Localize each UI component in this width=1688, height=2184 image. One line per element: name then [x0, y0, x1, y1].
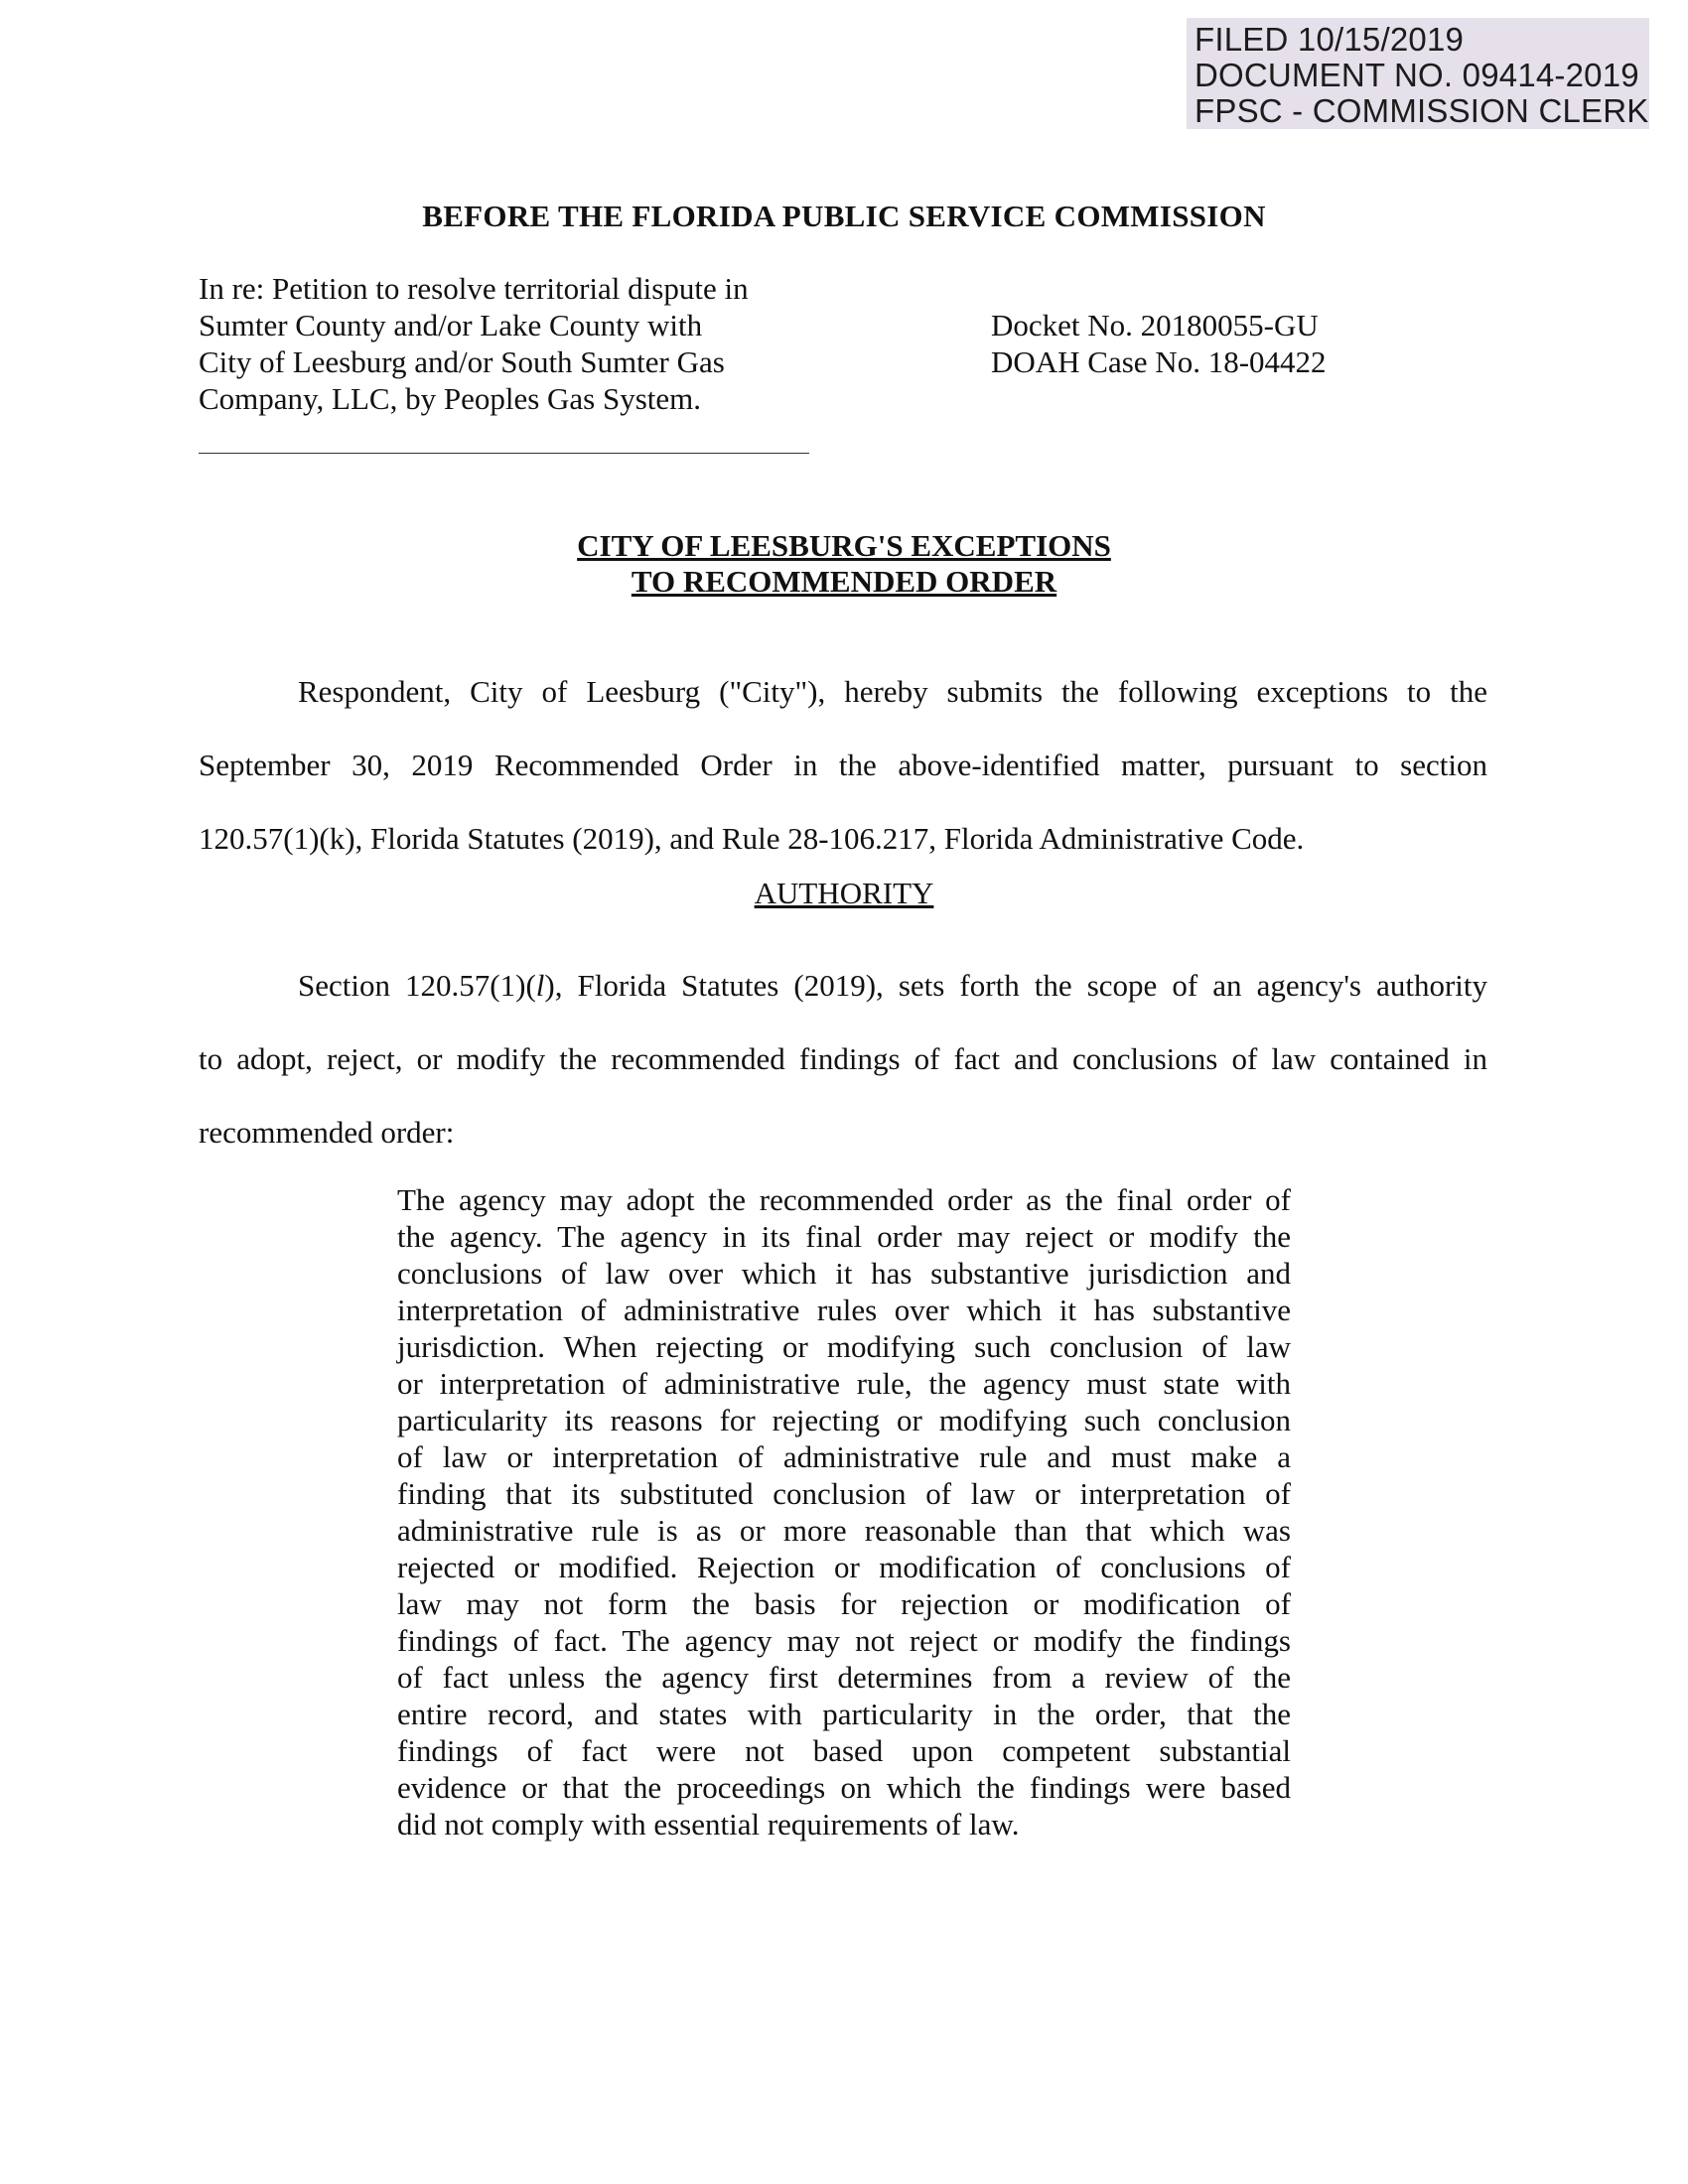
- paragraph-line: [199, 949, 1487, 1023]
- intro-paragraph: [199, 655, 1487, 876]
- quote-line: conclusions of law over which it has substantive jurisdiction and: [397, 1256, 1291, 1291]
- title-line: CITY OF LEESBURG'S EXCEPTIONS: [577, 528, 1111, 563]
- statute-prefix: Section 120.57(1)(: [298, 968, 536, 1003]
- paragraph-line: to adopt, reject, or modify the recommended findings of fact and conclusions of law contained in: [199, 1041, 1487, 1076]
- quote-line: jurisdiction. When rejecting or modifying such conclusion of law: [397, 1329, 1291, 1364]
- case-caption: [199, 270, 834, 417]
- caption-line: City of Leesburg and/or South Sumter Gas: [199, 344, 725, 379]
- statute-suffix: ), Florida Statutes (2019), sets forth the scope of an agency's authority: [544, 968, 1487, 1003]
- quote-line: administrative rule is as or more reasonable than that which was: [397, 1513, 1291, 1548]
- quote-line: findings of fact were not based upon competent substantial: [397, 1733, 1291, 1768]
- caption-divider: [199, 453, 809, 454]
- docket-info: [991, 307, 1327, 380]
- caption-line: In re: Petition to resolve territorial dispute in: [199, 271, 749, 306]
- doah-case-number: DOAH Case No. 18-04422: [991, 344, 1327, 379]
- quote-line: or interpretation of administrative rule, the agency must state with: [397, 1366, 1291, 1401]
- stamp-filed-date: FILED 10/15/2019: [1195, 21, 1465, 58]
- statute-italic: l: [535, 968, 545, 1003]
- quote-line: findings of fact. The agency may not reject or modify the findings: [397, 1623, 1291, 1658]
- quote-line: entire record, and states with particularity in the order, that the: [397, 1697, 1291, 1731]
- paragraph-line: Respondent, City of Leesburg ("City"), hereby submits the following exceptions to the: [298, 674, 1487, 709]
- quote-line: of fact unless the agency first determines from a review of the: [397, 1660, 1291, 1695]
- docket-number: Docket No. 20180055-GU: [991, 308, 1319, 342]
- caption-line: Sumter County and/or Lake County with: [199, 308, 703, 342]
- quote-line: interpretation of administrative rules over which it has substantive: [397, 1293, 1291, 1327]
- quote-line: of law or interpretation of administrative rule and must make a: [397, 1439, 1291, 1474]
- stamp-document-number: DOCUMENT NO. 09414-2019: [1195, 57, 1639, 93]
- quote-line: the agency. The agency in its final order may reject or modify the: [397, 1219, 1291, 1254]
- quote-line: rejected or modified. Rejection or modification of conclusions of: [397, 1550, 1291, 1584]
- quote-line: finding that its substituted conclusion of law or interpretation of: [397, 1476, 1291, 1511]
- quote-line: did not comply with essential requirements of law.: [397, 1807, 1020, 1842]
- quote-line: evidence or that the proceedings on which the findings were based: [397, 1770, 1291, 1805]
- quote-line: particularity its reasons for rejecting or modifying such conclusion: [397, 1403, 1291, 1437]
- title-line: TO RECOMMENDED ORDER: [631, 564, 1057, 599]
- authority-paragraph: [199, 949, 1487, 1169]
- caption-line: Company, LLC, by Peoples Gas System.: [199, 381, 702, 416]
- block-quote: [397, 1181, 1291, 1843]
- document-title: [0, 528, 1688, 600]
- stamp-clerk: FPSC - COMMISSION CLERK: [1195, 92, 1649, 129]
- filing-stamp: [1187, 18, 1649, 129]
- paragraph-line: recommended order:: [199, 1115, 455, 1150]
- quote-line: law may not form the basis for rejection or modification of: [397, 1586, 1291, 1621]
- paragraph-line: 120.57(1)(k), Florida Statutes (2019), and Rule 28-106.217, Florida Administrative Code.: [199, 821, 1305, 856]
- commission-heading: BEFORE THE FLORIDA PUBLIC SERVICE COMMISSION: [422, 199, 1266, 233]
- authority-heading: AUTHORITY: [754, 876, 934, 910]
- quote-line: The agency may adopt the recommended order as the final order of: [397, 1182, 1291, 1217]
- paragraph-line: September 30, 2019 Recommended Order in the above-identified matter, pursuant to section: [199, 748, 1487, 782]
